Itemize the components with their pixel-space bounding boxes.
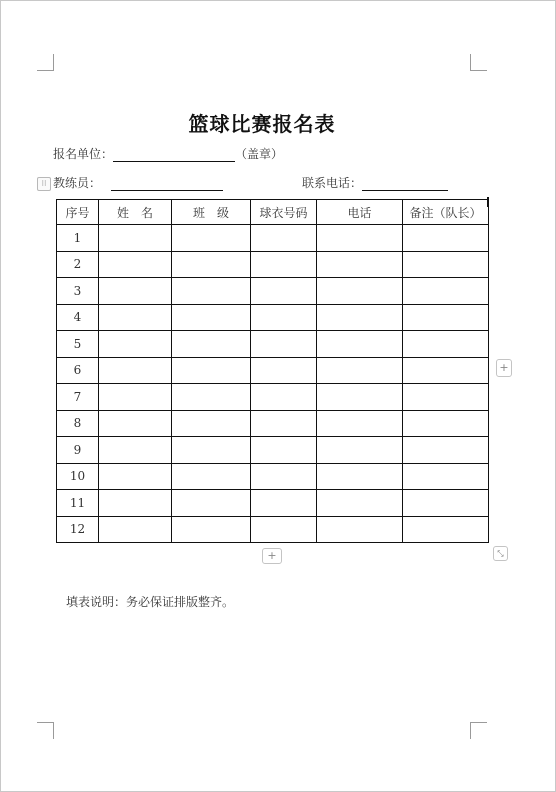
row-number-cell[interactable]: 2 [57,251,99,278]
row-number-cell[interactable]: 3 [57,278,99,305]
entry-cell[interactable] [403,384,489,411]
header-cell[interactable]: 序号 [57,200,99,225]
entry-cell[interactable] [403,331,489,358]
entry-cell[interactable] [251,490,317,517]
add-column-plus-icon[interactable]: + [496,359,512,377]
entry-cell[interactable] [99,251,172,278]
entry-cell[interactable] [251,357,317,384]
table-row [57,357,489,384]
row-number-cell[interactable]: 6 [57,357,99,384]
table-row [57,278,489,305]
entry-cell[interactable] [99,490,172,517]
entry-cell[interactable] [403,437,489,464]
entry-cell[interactable] [99,331,172,358]
entry-cell[interactable] [317,278,403,305]
entry-cell[interactable] [317,490,403,517]
table-row [57,331,489,358]
table-row [57,490,489,517]
add-row-plus-icon[interactable]: + [262,548,282,564]
entry-cell[interactable] [99,225,172,252]
entry-cell[interactable] [172,463,251,490]
table-header-row [57,200,489,225]
entry-cell[interactable] [403,304,489,331]
entry-cell[interactable] [403,251,489,278]
entry-cell[interactable] [317,225,403,252]
phone-label: 联系电话： [302,176,363,190]
table-row [57,225,489,252]
entry-cell[interactable] [317,463,403,490]
crop-mark-bottom-left [37,722,54,739]
row-number-cell[interactable]: 1 [57,225,99,252]
entry-cell[interactable] [172,357,251,384]
entry-cell[interactable] [403,225,489,252]
row-number-cell[interactable]: 5 [57,331,99,358]
entry-cell[interactable] [403,278,489,305]
header-cell[interactable]: 班 级 [172,200,251,225]
table-row [57,516,489,543]
entry-cell[interactable] [99,278,172,305]
entry-cell[interactable] [172,331,251,358]
entry-cell[interactable] [99,463,172,490]
entry-cell[interactable] [251,410,317,437]
row-number-cell[interactable]: 8 [57,410,99,437]
entry-cell[interactable] [99,410,172,437]
entry-cell[interactable] [172,251,251,278]
entry-cell[interactable] [251,251,317,278]
table-row [57,410,489,437]
table-resize-icon[interactable]: ⤡ [493,546,508,561]
phone-blank[interactable] [362,176,448,191]
unit-blank[interactable] [113,147,235,162]
entry-cell[interactable] [403,490,489,517]
row-number-cell[interactable]: 10 [57,463,99,490]
header-cell[interactable]: 电话 [317,200,403,225]
row-number-cell[interactable]: 11 [57,490,99,517]
entry-cell[interactable] [251,331,317,358]
entry-cell[interactable] [251,278,317,305]
entry-cell[interactable] [403,357,489,384]
entry-cell[interactable] [317,357,403,384]
entry-cell[interactable] [251,516,317,543]
entry-cell[interactable] [317,410,403,437]
entry-cell[interactable] [99,437,172,464]
entry-cell[interactable] [172,304,251,331]
entry-cell[interactable] [317,516,403,543]
entry-cell[interactable] [172,278,251,305]
crop-mark-top-right [470,54,487,71]
header-cell[interactable]: 球衣号码 [251,200,317,225]
entry-cell[interactable] [317,304,403,331]
row-number-cell[interactable]: 12 [57,516,99,543]
entry-cell[interactable] [251,384,317,411]
entry-cell[interactable] [403,463,489,490]
entry-cell[interactable] [403,410,489,437]
table-row [57,384,489,411]
entry-cell[interactable] [172,490,251,517]
header-cell[interactable]: 姓 名 [99,200,172,225]
table-row [57,463,489,490]
table-move-handle-icon[interactable]: ⁝⁝ [37,177,51,191]
entry-cell[interactable] [317,251,403,278]
crop-mark-bottom-right [470,722,487,739]
unit-line [53,145,283,162]
entry-cell[interactable] [172,410,251,437]
coach-label: 教练员： [53,176,102,190]
entry-cell[interactable] [172,437,251,464]
entry-cell[interactable] [317,437,403,464]
entry-cell[interactable] [172,384,251,411]
document-title: 篮球比赛报名表 [188,112,336,136]
entry-cell[interactable] [251,437,317,464]
entry-cell[interactable] [99,357,172,384]
phone-line [302,174,448,191]
instruction-note: 填表说明：务必保证排版整齐。 [66,595,235,609]
table-row [57,437,489,464]
stamp-note: （盖章） [235,147,284,161]
table-row [57,251,489,278]
table-row [57,304,489,331]
text-cursor [487,197,489,207]
entry-cell[interactable] [99,384,172,411]
entry-cell[interactable] [99,516,172,543]
crop-mark-top-left [37,54,54,71]
entry-cell[interactable] [172,225,251,252]
registration-table [56,199,489,543]
coach-line [53,174,223,191]
unit-label: 报名单位： [53,147,114,161]
header-cell[interactable]: 备注（队长） [403,200,489,225]
entry-cell[interactable] [99,304,172,331]
entry-cell[interactable] [251,463,317,490]
entry-cell[interactable] [251,225,317,252]
entry-cell[interactable] [403,516,489,543]
row-number-cell[interactable]: 4 [57,304,99,331]
entry-cell[interactable] [317,384,403,411]
entry-cell[interactable] [317,331,403,358]
row-number-cell[interactable]: 7 [57,384,99,411]
coach-blank[interactable] [111,176,223,191]
row-number-cell[interactable]: 9 [57,437,99,464]
entry-cell[interactable] [251,304,317,331]
entry-cell[interactable] [172,516,251,543]
